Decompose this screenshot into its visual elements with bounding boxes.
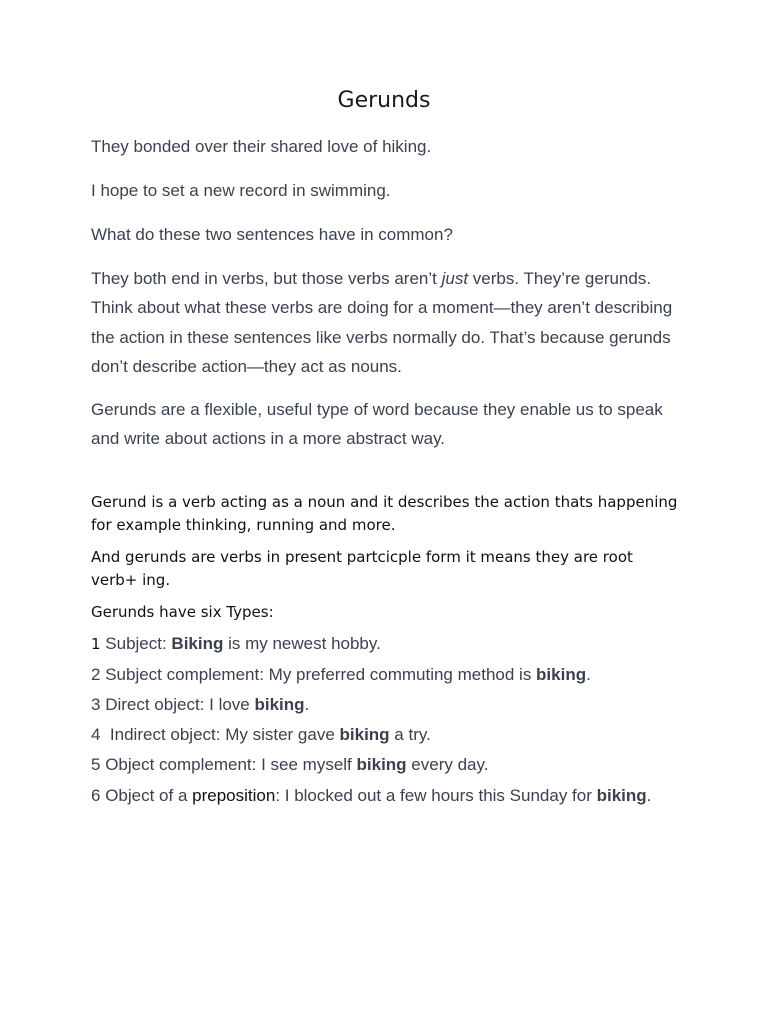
type-example-word: biking [339,725,390,744]
gerund-type-item [91,754,488,776]
example-sentence-1: They bonded over their shared love of hiking. [91,137,432,156]
type-label: Subject: [100,634,172,653]
type-number: 3 [91,695,101,714]
type-label: Direct object: I love [100,695,255,714]
type-example-word: biking [596,786,647,805]
type-rest: a try. [389,725,431,744]
gerund-type-item [91,694,309,716]
type-label: Object of a [100,786,193,805]
definition-paragraph: Gerund is a verb acting as a noun and it describes the action thats happening for example thinking, running and more. [91,493,678,534]
type-example-word: biking [254,695,305,714]
type-rest: . [304,695,310,714]
gerund-type-item [91,633,381,655]
explanation-paragraph [91,264,681,381]
types-heading: Gerunds have six Types: [91,603,274,621]
gerund-type-item [91,785,651,807]
type-example-word: biking [356,755,407,774]
gerund-type-item [91,724,431,746]
example-sentence-2: I hope to set a new record in swimming. [91,181,391,200]
explanation-text-end: verbs. They’re gerunds. Think about what these verbs are doing for a moment—they aren’t describing the action in these sentences like verbs normally do. That’s because gerunds don’t describe action—they act as nouns. [91,269,673,376]
type-number: 1 [91,635,101,653]
type-rest: is my newest hobby. [223,634,381,653]
type-number: 5 [91,755,101,774]
type-label: Indirect object: My sister gave [100,725,340,744]
type-label-preposition: preposition [192,786,276,805]
form-paragraph: And gerunds are verbs in present partcicple form it means they are root verb+ ing. [91,548,633,589]
explanation-text-start: They both end in verbs, but those verbs aren’t [91,269,442,288]
explanation-italic: just [441,269,469,288]
type-label: Object complement: I see myself [100,755,357,774]
type-number: 4 [91,725,101,744]
type-rest: every day. [406,755,489,774]
type-rest: . [586,665,591,684]
gerund-type-item [91,664,591,686]
type-number: 2 [91,665,101,684]
type-example-word: Biking [171,634,224,653]
type-label: Subject complement: My preferred commuting method is [100,665,537,684]
type-example-word: biking [536,665,587,684]
document-title: Gerunds [337,88,431,113]
type-label-after: : I blocked out a few hours this Sunday for [275,786,597,805]
type-number: 6 [91,786,101,805]
type-rest: . [646,786,652,805]
flexible-paragraph: Gerunds are a flexible, useful type of word because they enable us to speak and write about actions in a more abstract way. [91,400,663,449]
question-paragraph: What do these two sentences have in common? [91,225,453,244]
